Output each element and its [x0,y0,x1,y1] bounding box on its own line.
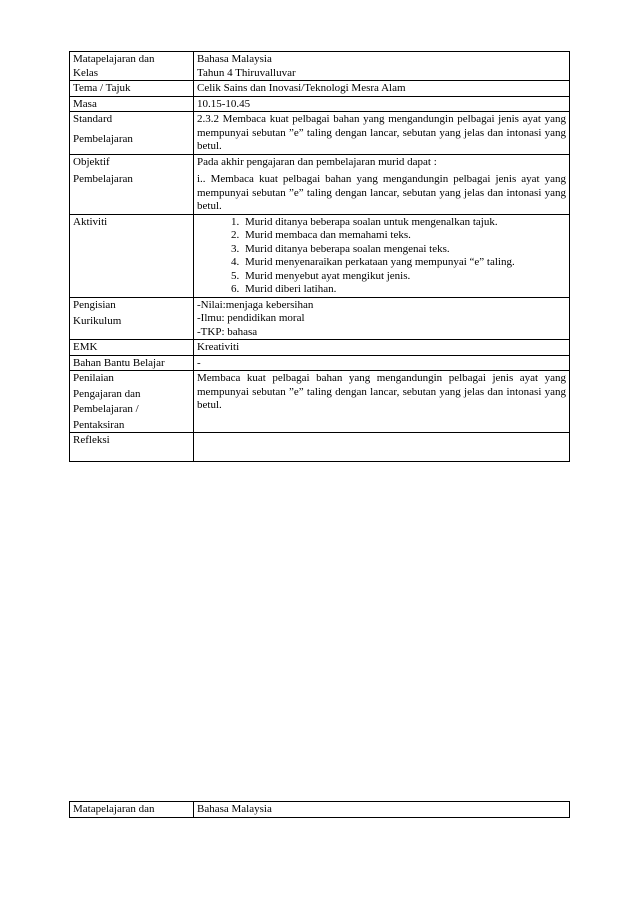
row-reflection [70,433,570,462]
value-reflection [194,433,570,462]
label-reflection: Refleksi [70,433,194,462]
next-page-table [69,801,570,818]
value-emk: Kreativiti [194,340,570,356]
value-curriculum: -Nilai:menjaga kebersihan -Ilmu: pendidikan moral -TKP: bahasa [194,297,570,340]
value-time: 10.15-10.45 [194,96,570,112]
list-item: 1. Murid ditanya beberapa soalan untuk mengenalkan tajuk. [242,216,566,230]
row-curriculum [70,297,570,340]
label-standard: Standard Pembelajaran [70,112,194,155]
value-next-subject: Bahasa Malaysia [194,802,570,818]
row-next-subject [70,802,570,818]
value-aids: - [194,355,570,371]
label-activities: Aktiviti [70,214,194,297]
row-emk [70,340,570,356]
row-subject [70,52,570,81]
list-item: 2. Murid membaca dan memahami teks. [242,229,566,243]
row-activities [70,214,570,297]
row-theme [70,81,570,97]
value-activities [194,214,570,297]
row-standard [70,112,570,155]
value-subject: Bahasa Malaysia Tahun 4 Thiruvalluvar [194,52,570,81]
row-objective [70,154,570,214]
list-item: 3. Murid ditanya beberapa soalan mengenai teks. [242,243,566,257]
label-objective: Objektif Pembelajaran [70,154,194,214]
value-objective: Pada akhir pengajaran dan pembelajaran murid dapat : i.. Membaca kuat pelbagai bahan yang mengandungin pelbagai jenis ayat yang mempunyai sebutan ”e” taling dengan lancar, sebutan yang jelas dan intonasi yang betul. [194,154,570,214]
label-subject: Matapelajaran dan Kelas [70,52,194,81]
label-emk: EMK [70,340,194,356]
value-standard: 2.3.2 Membaca kuat pelbagai bahan yang mengandungin pelbagai jenis ayat yang mempunyai sebutan ”e” taling dengan lancar, sebutan yang jelas dan intonasi yang betul. [194,112,570,155]
label-assessment: Penilaian Pengajaran dan Pembelajaran / Pentaksiran [70,371,194,433]
row-aids [70,355,570,371]
label-time: Masa [70,96,194,112]
label-aids: Bahan Bantu Belajar [70,355,194,371]
list-item: 6. Murid diberi latihan. [242,283,566,297]
value-assessment: Membaca kuat pelbagai bahan yang mengandungin pelbagai jenis ayat yang mempunyai sebutan ”e” taling dengan lancar, sebutan yang jelas dan intonasi yang betul. [194,371,570,433]
label-theme: Tema / Tajuk [70,81,194,97]
row-assessment [70,371,570,433]
label-curriculum: Pengisian Kurikulum [70,297,194,340]
activities-list [197,216,566,297]
label-next-subject: Matapelajaran dan [70,802,194,818]
list-item: 5. Murid menyebut ayat mengikut jenis. [242,270,566,284]
lesson-plan-table [69,51,570,462]
list-item: 4. Murid menyenaraikan perkataan yang mempunyai “e” taling. [242,256,566,270]
row-time [70,96,570,112]
value-theme: Celik Sains dan Inovasi/Teknologi Mesra Alam [194,81,570,97]
